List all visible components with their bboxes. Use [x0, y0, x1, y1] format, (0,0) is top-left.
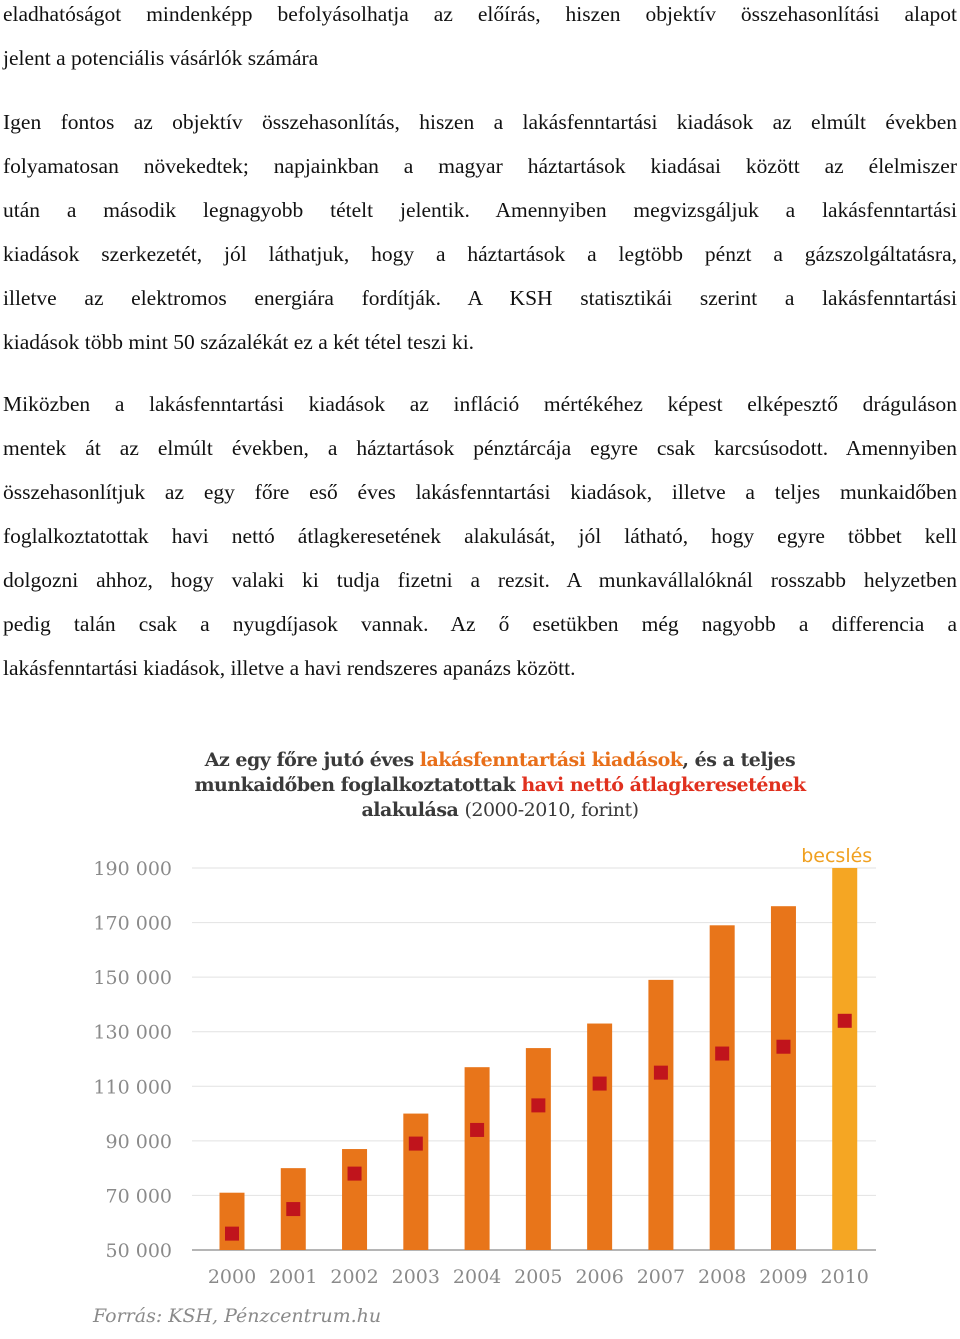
chart-title-highlight: lakásfenntartási kiadások [419, 749, 683, 771]
data-marker [531, 1098, 545, 1112]
x-tick-label: 2002 [330, 1266, 379, 1288]
bar [342, 1149, 367, 1250]
data-marker [593, 1077, 607, 1091]
bar [465, 1067, 490, 1250]
x-tick-label: 2010 [820, 1266, 869, 1288]
text-line: lakásfenntartási kiadások, illetve a havi rendszeres apanázs között. [3, 656, 576, 680]
bar [648, 980, 673, 1250]
bar [403, 1114, 428, 1250]
text-line: kiadások több mint 50 százalékát ez a két tétel teszi ki. [3, 330, 475, 354]
data-marker [470, 1123, 484, 1137]
text-line: Igen fontos az objektív összehasonlítás, hiszen a lakásfenntartási kiadások az elmúlt években [3, 110, 957, 134]
x-tick-label: 2004 [452, 1266, 502, 1288]
y-tick-label: 170 000 [93, 912, 172, 935]
y-tick-label: 50 000 [105, 1240, 172, 1262]
data-marker [715, 1047, 729, 1061]
estimate-label: becslés [801, 845, 873, 867]
bar [220, 1193, 245, 1250]
text-line: után a második legnagyobb tételt jelentik. Amennyiben megvizsgáljuk a lakásfenntartási [3, 198, 957, 222]
bar [771, 906, 796, 1250]
x-tick-label: 2000 [207, 1266, 257, 1288]
bar [526, 1048, 551, 1250]
chart-title-part: Az egy főre jutó éves [204, 749, 420, 771]
x-tick-label: 2003 [391, 1266, 440, 1288]
bar [832, 868, 857, 1250]
data-marker [776, 1040, 790, 1054]
text-line: foglalkoztatottak havi nettó átlagkeresetének alakulását, jól látható, hogy egyre többet kell [3, 524, 957, 548]
y-tick-label: 70 000 [105, 1185, 172, 1208]
chart-title-part: munkaidőben foglalkoztatottak [194, 774, 522, 796]
text-line: dolgozni ahhoz, hogy valaki ki tudja fizetni a rezsit. A munkavállalóknál rosszabb helyzetben [3, 568, 957, 592]
text-line: jelent a potenciális vásárlók számára [3, 46, 319, 70]
text-line: kiadások szerkezetét, jól láthatjuk, hogy a háztartások a legtöbb pénzt a gázszolgáltatásra, [3, 242, 957, 266]
chart-title [120, 748, 880, 823]
x-tick-label: 2009 [759, 1266, 808, 1288]
text-line: mentek át az elmúlt években, a háztartások pénztárcája egyre csak karcsúsodott. Amennyiben [3, 436, 957, 460]
chart-title-part: (2000-2010, forint) [464, 799, 639, 821]
y-tick-label: 110 000 [93, 1076, 172, 1099]
data-marker [348, 1167, 362, 1181]
bar [587, 1024, 612, 1250]
text-line: összehasonlítjuk az egy főre eső éves lakásfenntartási kiadások, illetve a teljes munkaidőben [3, 480, 957, 504]
y-tick-label: 190 000 [93, 858, 172, 880]
chart-title-part: alakulása [361, 799, 465, 821]
bar-chart [0, 830, 960, 1300]
text-line: pedig talán csak a nyugdíjasok vannak. Az ő esetükben még nagyobb a differencia a [3, 612, 957, 636]
chart-title-part: , és a teljes [682, 749, 796, 771]
x-tick-label: 2007 [636, 1266, 686, 1288]
y-tick-label: 130 000 [93, 1021, 172, 1044]
bar [710, 925, 735, 1250]
data-marker [654, 1066, 668, 1080]
text-line: Miközben a lakásfenntartási kiadások az infláció mértékéhez képest elképesztő dráguláson [3, 392, 957, 416]
data-marker [838, 1014, 852, 1028]
y-tick-label: 150 000 [93, 967, 172, 990]
text-line: illetve az elektromos energiára fordítják. A KSH statisztikái szerint a lakásfenntartási [3, 286, 957, 310]
paragraph-2 [3, 100, 957, 364]
chart-title-highlight: havi nettó átlagkeresetének [521, 774, 806, 796]
data-marker [409, 1137, 423, 1151]
y-tick-label: 90 000 [105, 1130, 172, 1153]
x-tick-label: 2001 [269, 1266, 318, 1288]
x-tick-label: 2008 [698, 1266, 747, 1288]
x-tick-label: 2006 [575, 1266, 624, 1288]
data-marker [286, 1202, 300, 1216]
text-line: folyamatosan növekedtek; napjainkban a magyar háztartások kiadásai között az élelmiszer [3, 154, 957, 178]
paragraph-1 [3, 0, 957, 80]
text-line: eladhatóságot mindenképp befolyásolhatja az előírás, hiszen objektív összehasonlítási alapot [3, 2, 957, 26]
paragraph-3 [3, 382, 957, 690]
source-note: Forrás: KSH, Pénzcentrum.hu [93, 1305, 382, 1327]
data-marker [225, 1227, 239, 1241]
x-tick-label: 2005 [514, 1266, 563, 1288]
